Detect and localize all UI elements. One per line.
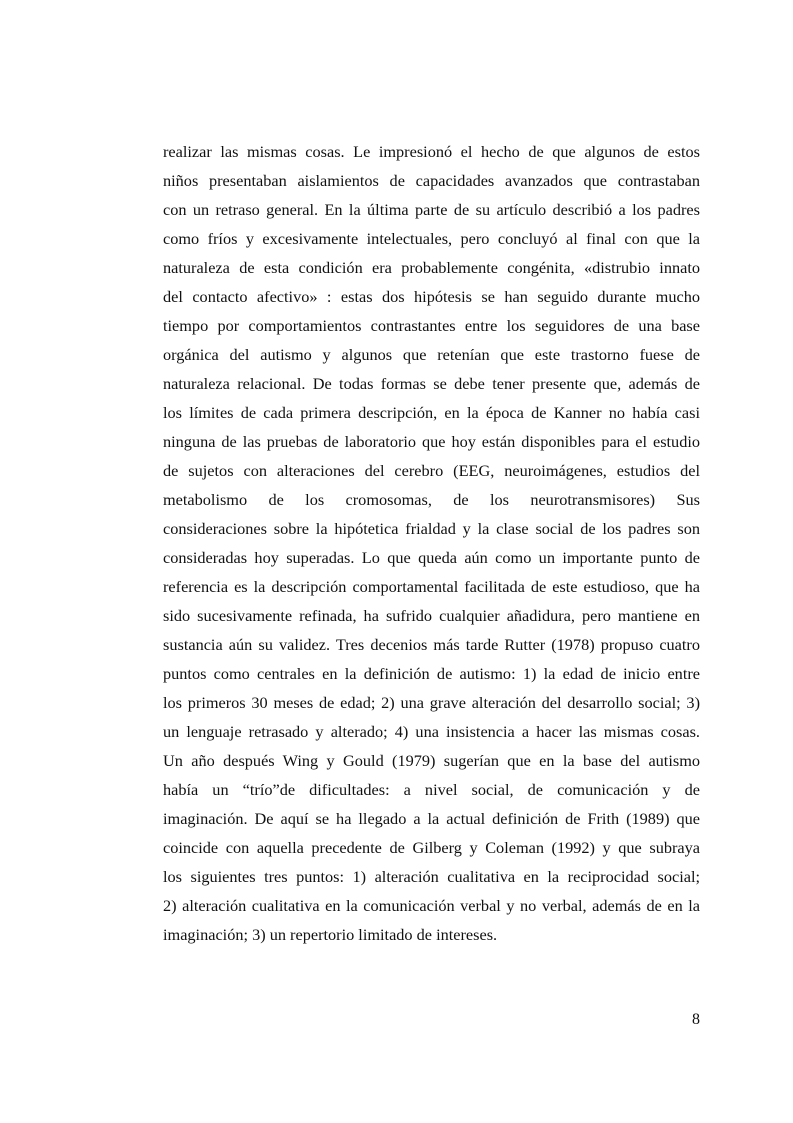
paragraph-line-4: como fríos y excesivamente intelectuales, pero concluyó al final con que la [163,229,700,248]
paragraph-line-19: puntos como centrales en la definición de autismo: 1) la edad de inicio entre [163,664,700,683]
paragraph-line-8: orgánica del autismo y algunos que retenían que este trastorno fuese de [163,345,700,364]
paragraph-line-12: de sujetos con alteraciones del cerebro (EEG, neuroimágenes, estudios del [163,461,700,480]
paragraph-line-28: imaginación; 3) un repertorio limitado de intereses. [163,925,498,944]
paragraph-line-7: tiempo por comportamientos contrastantes entre los seguidores de una base [163,316,700,335]
paragraph-line-27: 2) alteración cualitativa en la comunicación verbal y no verbal, además de en la [163,896,700,915]
paragraph-line-1: realizar las mismas cosas. Le impresionó el hecho de que algunos de estos [163,142,700,161]
paragraph-line-6: del contacto afectivo» : estas dos hipótesis se han seguido durante mucho [163,287,700,306]
paragraph-line-15: consideradas hoy superadas. Lo que queda aún como un importante punto de [163,548,700,567]
paragraph-line-5: naturaleza de esta condición era probablemente congénita, «distrubio innato [163,258,700,277]
paragraph-line-17: sido sucesivamente refinada, ha sufrido cualquier añadidura, pero mantiene en [163,606,700,625]
paragraph-line-14: consideraciones sobre la hipótetica frialdad y la clase social de los padres son [163,519,700,538]
paragraph-line-20: los primeros 30 meses de edad; 2) una grave alteración del desarrollo social; 3) [163,693,700,712]
paragraph-line-21: un lenguaje retrasado y alterado; 4) una insistencia a hacer las mismas cosas. [163,722,700,741]
paragraph-line-9: naturaleza relacional. De todas formas se debe tener presente que, además de [163,374,700,393]
paragraph-line-3: con un retraso general. En la última parte de su artículo describió a los padres [163,200,700,219]
paragraph-line-2: niños presentaban aislamientos de capacidades avanzados que contrastaban [163,171,700,190]
paragraph-line-16: referencia es la descripción comportamental facilitada de este estudioso, que ha [163,577,700,596]
body-paragraph [163,137,700,949]
paragraph-line-13: metabolismo de los cromosomas, de los neurotransmisores) Sus [163,490,700,509]
paragraph-line-24: imaginación. De aquí se ha llegado a la actual definición de Frith (1989) que [163,809,700,828]
paragraph-line-18: sustancia aún su validez. Tres decenios más tarde Rutter (1978) propuso cuatro [163,635,700,654]
paragraph-line-11: ninguna de las pruebas de laboratorio que hoy están disponibles para el estudio [163,432,700,451]
paragraph-line-23: había un “trío”de dificultades: a nivel social, de comunicación y de [163,780,700,799]
paragraph-line-26: los siguientes tres puntos: 1) alteración cualitativa en la reciprocidad social; [163,867,700,886]
paragraph-line-22: Un año después Wing y Gould (1979) sugerían que en la base del autismo [163,751,700,770]
paragraph-line-10: los límites de cada primera descripción, en la época de Kanner no había casi [163,403,700,422]
paragraph-line-25: coincide con aquella precedente de Gilberg y Coleman (1992) y que subraya [163,838,700,857]
page-number: 8 [692,1011,700,1028]
